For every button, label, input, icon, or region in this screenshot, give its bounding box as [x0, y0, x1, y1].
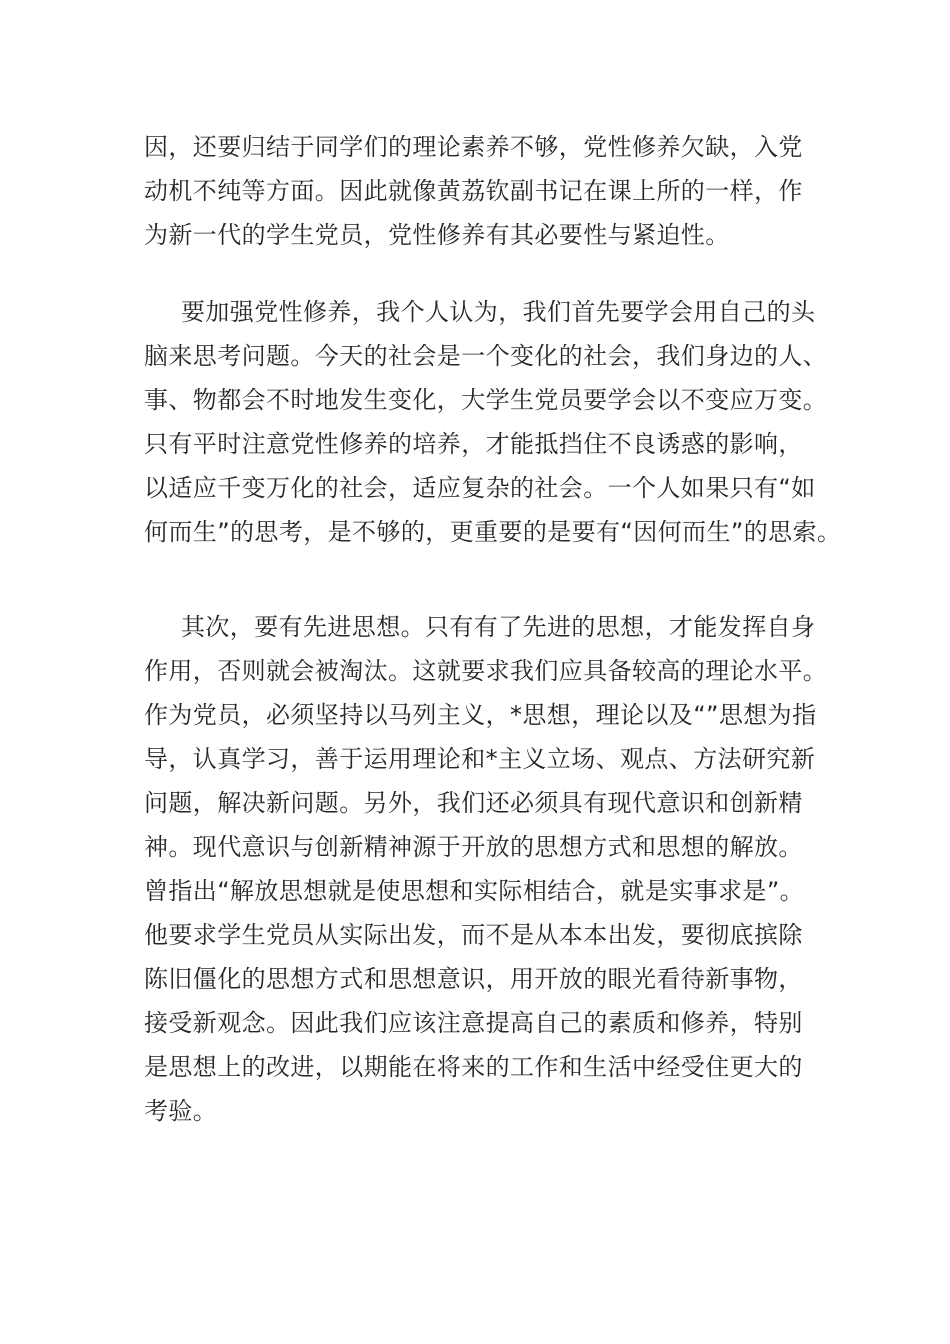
paragraph-line: 事、物都会不时地发生变化，大学生党员要学会以不变应万变。 — [144, 386, 828, 414]
paragraph-line: 考验。 — [144, 1097, 218, 1125]
paragraph-line: 动机不纯等方面。因此就像黄荔钦副书记在课上所的一样，作 — [144, 177, 803, 205]
paragraph-line: 是思想上的改进，以期能在将来的工作和生活中经受住更大的 — [144, 1053, 803, 1081]
paragraph-line: 作为党员，必须坚持以马列主义，*思想，理论以及“”思想为指 — [144, 701, 817, 729]
paragraph-line: 因，还要归结于同学们的理论素养不够，党性修养欠缺，入党 — [144, 133, 803, 161]
paragraph-3 — [144, 605, 828, 1133]
paragraph-line: 导，认真学习，善于运用理论和*主义立场、观点、方法研究新 — [144, 745, 816, 773]
paragraph-line: 他要求学生党员从实际出发，而不是从本本出发，要彻底摈除 — [144, 921, 803, 949]
paragraph-line: 其次，要有先进思想。只有有了先进的思想，才能发挥自身 — [181, 613, 816, 641]
paragraph-line: 脑来思考问题。今天的社会是一个变化的社会，我们身边的人、 — [144, 342, 828, 370]
paragraph-line: 为新一代的学生党员，党性修养有其必要性与紧迫性。 — [144, 221, 730, 249]
paragraph-line: 何而生”的思考，是不够的，更重要的是要有“因何而生”的思索。 — [144, 518, 842, 546]
paragraph-line: 只有平时注意党性修养的培养，才能抵挡住不良诱惑的影响， — [144, 430, 803, 458]
paragraph-line: 问题，解决新问题。另外，我们还必须具有现代意识和创新精 — [144, 789, 803, 817]
paragraph-line: 要加强党性修养，我个人认为，我们首先要学会用自己的头 — [181, 298, 816, 326]
paragraph-line: 神。现代意识与创新精神源于开放的思想方式和思想的解放。 — [144, 833, 803, 861]
paragraph-2 — [144, 290, 842, 554]
paragraph-line: 陈旧僵化的思想方式和思想意识，用开放的眼光看待新事物， — [144, 965, 803, 993]
paragraph-line: 接受新观念。因此我们应该注意提高自己的素质和修养，特别 — [144, 1009, 803, 1037]
paragraph-1 — [144, 125, 814, 257]
paragraph-line: 曾指出“解放思想就是使思想和实际相结合，就是实事求是”。 — [144, 877, 805, 905]
paragraph-line: 作用，否则就会被淘汰。这就要求我们应具备较高的理论水平。 — [144, 657, 828, 685]
paragraph-line: 以适应千变万化的社会，适应复杂的社会。一个人如果只有“如 — [144, 474, 816, 502]
